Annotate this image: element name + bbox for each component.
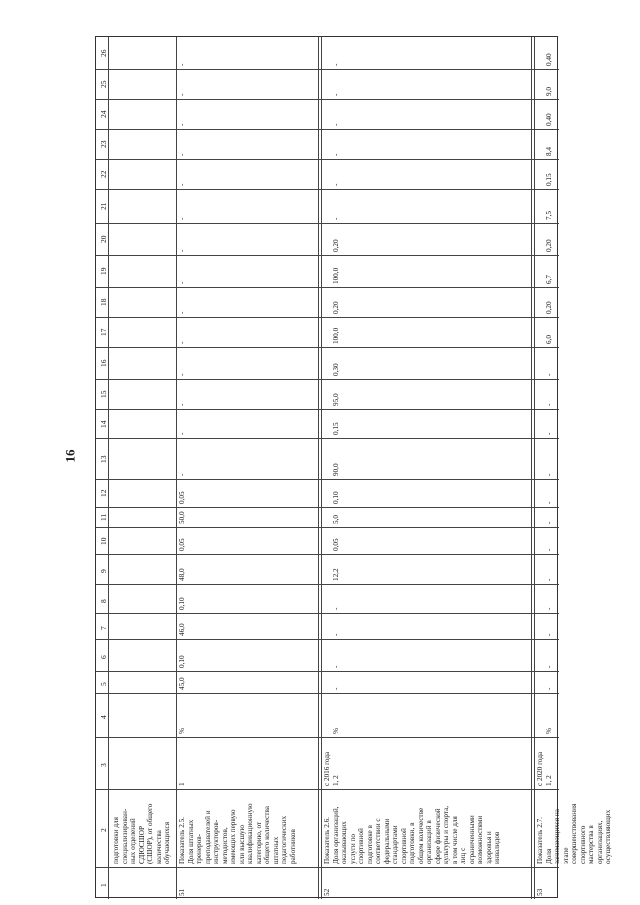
cell-value: 50,0 — [178, 511, 186, 524]
cell-value: 0,15 — [332, 422, 340, 435]
indicator-name: Показатель 2.5. Доля штатных тренеров- преподавателей и инструкторов- методистов, имеющих первую или высшую квалификационную категорию, от общего количества штатных педагогических работников — [178, 803, 297, 864]
column-separator — [96, 409, 559, 410]
cell-value: - — [178, 473, 186, 476]
column-separator — [96, 789, 559, 790]
cell-value: - — [178, 281, 186, 284]
cell-value: - — [178, 153, 186, 156]
cell-value: 8,4 — [545, 147, 553, 156]
column-header: 4 — [99, 715, 108, 719]
column-header: 19 — [99, 267, 108, 275]
cell-value: 12,2 — [332, 568, 340, 581]
cell-value: - — [332, 217, 340, 220]
column-separator — [96, 129, 559, 130]
column-separator — [96, 159, 559, 160]
cell-value: 0,10 — [178, 597, 186, 610]
cell-value: 100,0 — [332, 327, 340, 344]
cell-value: 0,10 — [178, 655, 186, 668]
cell-value: - — [545, 665, 553, 668]
cell-value: - — [178, 183, 186, 186]
column-header: 11 — [99, 513, 108, 521]
cell-value: 0,10 — [332, 491, 340, 504]
indicator-table — [95, 36, 612, 898]
column-separator — [96, 639, 559, 640]
cell-value: 7,5 — [545, 211, 553, 220]
column-separator — [96, 255, 559, 256]
cell-value: - — [545, 548, 553, 551]
cell-value: 0,05 — [332, 538, 340, 551]
column-separator — [96, 527, 559, 528]
cell-value: - — [178, 432, 186, 435]
column-separator — [96, 69, 559, 70]
indicator-name: Показатель 2.6. Доля организаций, оказывающих услуги по спортивной подготовке в соответствии с федеральными стандартами спортивной подготовки, в общем количестве организаций в сфере физической культуры и спорта, в том числе для лиц с ограниченными возможностями здоровья и инвалидов — [323, 805, 501, 864]
column-header: 14 — [99, 420, 108, 428]
column-separator — [96, 867, 559, 868]
basis-value: 1, 2 — [332, 775, 340, 786]
unit-value: % — [545, 728, 553, 734]
column-header: 1 — [99, 883, 108, 887]
cell-value: 5,0 — [332, 515, 340, 524]
unit-value: % — [332, 728, 340, 734]
cell-value: - — [178, 373, 186, 376]
row-number: 51 — [178, 888, 186, 896]
column-header: 24 — [99, 110, 108, 118]
cell-value: 46,0 — [178, 623, 186, 636]
cell-value: 0,20 — [545, 239, 553, 252]
column-separator — [96, 507, 559, 508]
cell-value: - — [332, 63, 340, 66]
column-header: 25 — [99, 80, 108, 88]
cell-value: - — [545, 403, 553, 406]
effective-since: с 2016 года — [323, 751, 331, 786]
column-header: 16 — [99, 359, 108, 367]
column-header: 21 — [99, 202, 108, 210]
column-header: 20 — [99, 235, 108, 243]
cell-value: 0,15 — [545, 173, 553, 186]
cell-value: 0,40 — [545, 53, 553, 66]
cell-value: - — [332, 183, 340, 186]
cell-value: - — [332, 93, 340, 96]
column-separator — [96, 613, 559, 614]
cell-value: - — [545, 607, 553, 610]
column-header: 15 — [99, 390, 108, 398]
column-header: 17 — [99, 328, 108, 336]
column-header: 2 — [99, 828, 108, 832]
column-separator — [96, 379, 559, 380]
column-header: 9 — [99, 569, 108, 573]
column-separator — [96, 287, 559, 288]
effective-since: с 2020 года — [536, 751, 544, 786]
column-header: 13 — [99, 455, 108, 463]
cell-value: 100,0 — [332, 267, 340, 284]
cell-value: - — [545, 578, 553, 581]
cell-value: - — [332, 633, 340, 636]
column-header: 18 — [99, 298, 108, 306]
cell-value: - — [332, 607, 340, 610]
cell-value: - — [332, 123, 340, 126]
cell-value: - — [178, 123, 186, 126]
row-separator — [176, 37, 177, 899]
cell-value: - — [545, 373, 553, 376]
cell-value: 45,0 — [178, 677, 186, 690]
column-header: 10 — [99, 537, 108, 545]
basis-value: 1 — [178, 782, 186, 786]
cell-value: - — [178, 311, 186, 314]
column-separator — [96, 189, 559, 190]
basis-value: 1, 2 — [545, 775, 553, 786]
cell-value: - — [332, 665, 340, 668]
column-header: 6 — [99, 655, 108, 659]
indicator-name: Показатель 2.7. Доля занимающихся на этапе совершенствования спортивного мастерства в организациях, осуществляющих — [536, 803, 612, 864]
cell-value: 0,20 — [332, 239, 340, 252]
cell-value: 0,20 — [332, 301, 340, 314]
column-separator — [96, 584, 559, 585]
column-separator — [96, 693, 559, 694]
cell-value: 95,0 — [332, 393, 340, 406]
column-separator — [96, 479, 559, 480]
column-header: 12 — [99, 489, 108, 497]
cell-value: - — [545, 633, 553, 636]
cell-value: - — [545, 432, 553, 435]
row-separator-double — [534, 37, 535, 899]
column-header: 3 — [99, 763, 108, 767]
row-separator — [531, 37, 532, 899]
cell-value: - — [545, 473, 553, 476]
cell-value: 6,7 — [545, 275, 553, 284]
cell-value: - — [545, 687, 553, 690]
cell-value: - — [545, 501, 553, 504]
column-header: 22 — [99, 170, 108, 178]
cell-value: - — [545, 521, 553, 524]
cell-value: 0,05 — [178, 491, 186, 504]
row-separator-double — [321, 37, 322, 899]
cell-value: 0,40 — [545, 113, 553, 126]
page-number: 16 — [62, 449, 77, 463]
header-separator — [108, 37, 109, 899]
column-header: 23 — [99, 140, 108, 148]
column-separator — [96, 671, 559, 672]
column-header: 5 — [99, 682, 108, 686]
cell-value: - — [178, 217, 186, 220]
cell-value: - — [332, 153, 340, 156]
cell-value: 90,0 — [332, 463, 340, 476]
row-number: 52 — [323, 888, 331, 896]
row-separator — [318, 37, 319, 899]
column-separator — [96, 438, 559, 439]
column-separator — [96, 554, 559, 555]
row-number: 53 — [536, 888, 544, 896]
cell-value: - — [178, 63, 186, 66]
cell-value: - — [178, 93, 186, 96]
cell-value: - — [178, 403, 186, 406]
column-header: 7 — [99, 626, 108, 630]
cell-value: 0,30 — [332, 363, 340, 376]
cell-value: 0,20 — [545, 301, 553, 314]
unit-value: % — [178, 728, 186, 734]
cell-value: - — [178, 341, 186, 344]
cell-value: 0,05 — [178, 538, 186, 551]
column-separator — [96, 317, 559, 318]
cell-value: - — [332, 687, 340, 690]
column-separator — [96, 347, 559, 348]
column-header: 26 — [99, 49, 108, 57]
column-separator — [96, 223, 559, 224]
column-separator — [96, 99, 559, 100]
cell-value: - — [178, 249, 186, 252]
cell-value: 9,0 — [545, 87, 553, 96]
indicator-name: подготовки для специализирован- ных отделений СДЮСШОР (СШОР), от общего количества обучающихся — [112, 803, 171, 864]
column-separator — [96, 737, 559, 738]
cell-value: 48,0 — [178, 568, 186, 581]
cell-value: 6,0 — [545, 335, 553, 344]
column-header: 8 — [99, 598, 108, 603]
